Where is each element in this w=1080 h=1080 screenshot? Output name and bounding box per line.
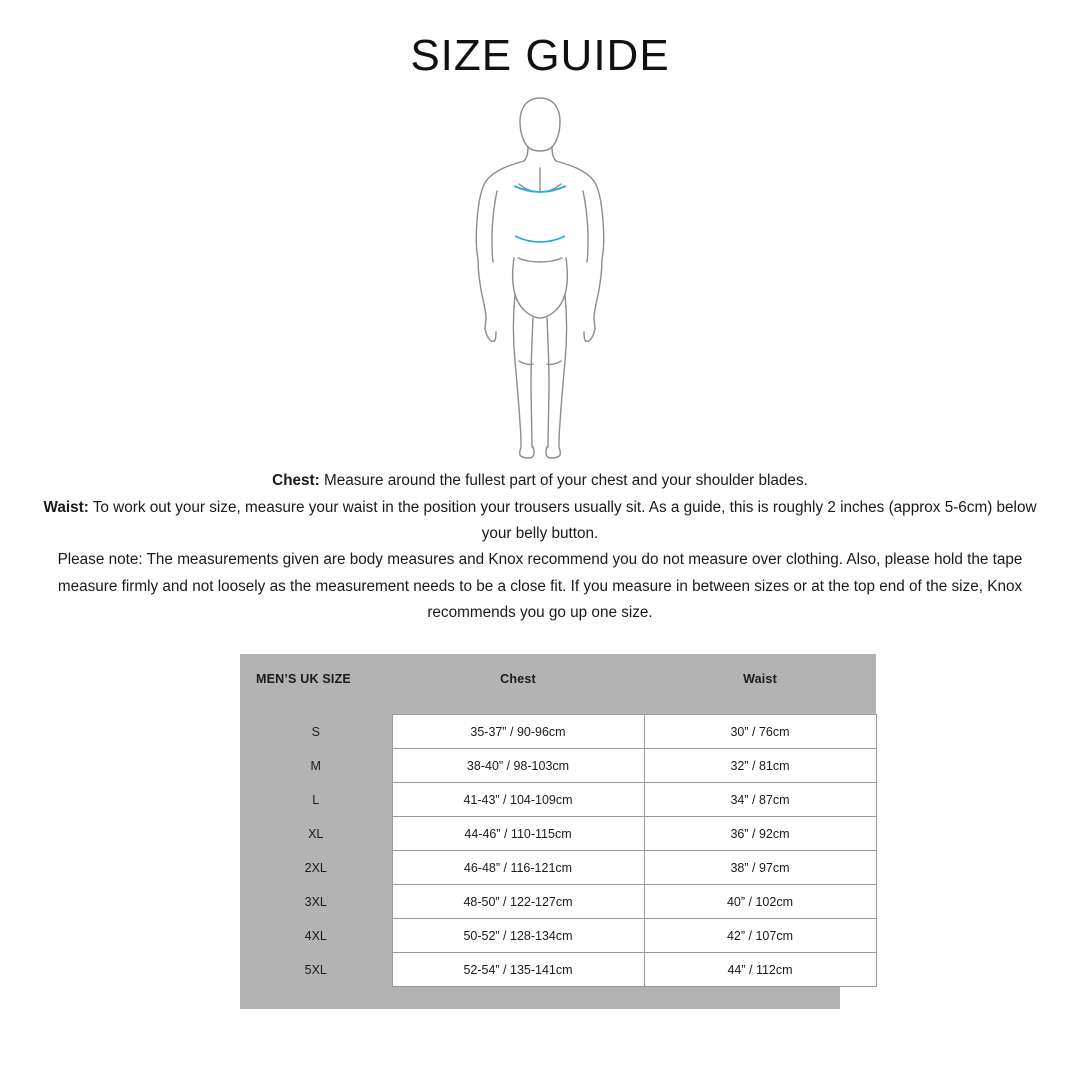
size-table-body (240, 704, 876, 987)
header-waist: Waist (644, 654, 876, 704)
table-bottom-fill (240, 987, 840, 1009)
body-figure (0, 90, 1080, 460)
cell-size: M (240, 749, 392, 783)
table-row (240, 783, 876, 817)
table-row (240, 953, 876, 987)
waist-note (30, 495, 1050, 548)
size-table (240, 654, 877, 987)
chest-note (30, 468, 1050, 494)
cell-size: 5XL (240, 953, 392, 987)
cell-waist: 42” / 107cm (644, 919, 876, 953)
waist-note-text: To work out your size, measure your waist in the position your trousers usually sit. As a guide, this is roughly 2 inches (approx 5-6cm) below your belly button. (88, 498, 1037, 542)
cell-size: 2XL (240, 851, 392, 885)
table-row (240, 715, 876, 749)
table-spacer-row (240, 704, 876, 715)
table-row (240, 885, 876, 919)
cell-waist: 34” / 87cm (644, 783, 876, 817)
cell-chest: 50-52” / 128-134cm (392, 919, 644, 953)
table-header-row (240, 654, 876, 704)
measurement-notes (30, 468, 1050, 626)
cell-size: XL (240, 817, 392, 851)
header-chest: Chest (392, 654, 644, 704)
cell-chest: 35-37” / 90-96cm (392, 715, 644, 749)
size-table-head (240, 654, 876, 704)
waist-measure-line (515, 236, 565, 242)
cell-chest: 44-46” / 110-115cm (392, 817, 644, 851)
cell-waist: 44” / 112cm (644, 953, 876, 987)
cell-waist: 32” / 81cm (644, 749, 876, 783)
please-note: Please note: The measurements given are body measures and Knox recommend you do not measure over clothing. Also, please hold the tape measure firmly and not loosely as the measurement needs to be a close fit. If you measure in between sizes or at the top end of the size, Knox recommends you go up one size. (57, 551, 1023, 621)
cell-waist: 38” / 97cm (644, 851, 876, 885)
page-title: SIZE GUIDE (410, 31, 670, 80)
header-size: MEN’S UK SIZE (240, 654, 392, 704)
cell-chest: 41-43” / 104-109cm (392, 783, 644, 817)
male-body-measurement-diagram (415, 90, 665, 460)
cell-waist: 30” / 76cm (644, 715, 876, 749)
size-table-wrap (240, 654, 840, 1009)
chest-note-label: Chest: (272, 472, 320, 490)
cell-waist: 36” / 92cm (644, 817, 876, 851)
chest-note-text: Measure around the fullest part of your chest and your shoulder blades. (319, 472, 808, 490)
cell-size: 3XL (240, 885, 392, 919)
cell-chest: 52-54” / 135-141cm (392, 953, 644, 987)
cell-size: L (240, 783, 392, 817)
cell-size: S (240, 715, 392, 749)
waist-note-label: Waist: (43, 498, 89, 516)
cell-waist: 40” / 102cm (644, 885, 876, 919)
table-row (240, 919, 876, 953)
table-row (240, 817, 876, 851)
table-row (240, 749, 876, 783)
cell-chest: 46-48” / 116-121cm (392, 851, 644, 885)
cell-size: 4XL (240, 919, 392, 953)
cell-chest: 48-50” / 122-127cm (392, 885, 644, 919)
cell-chest: 38-40” / 98-103cm (392, 749, 644, 783)
table-row (240, 851, 876, 885)
